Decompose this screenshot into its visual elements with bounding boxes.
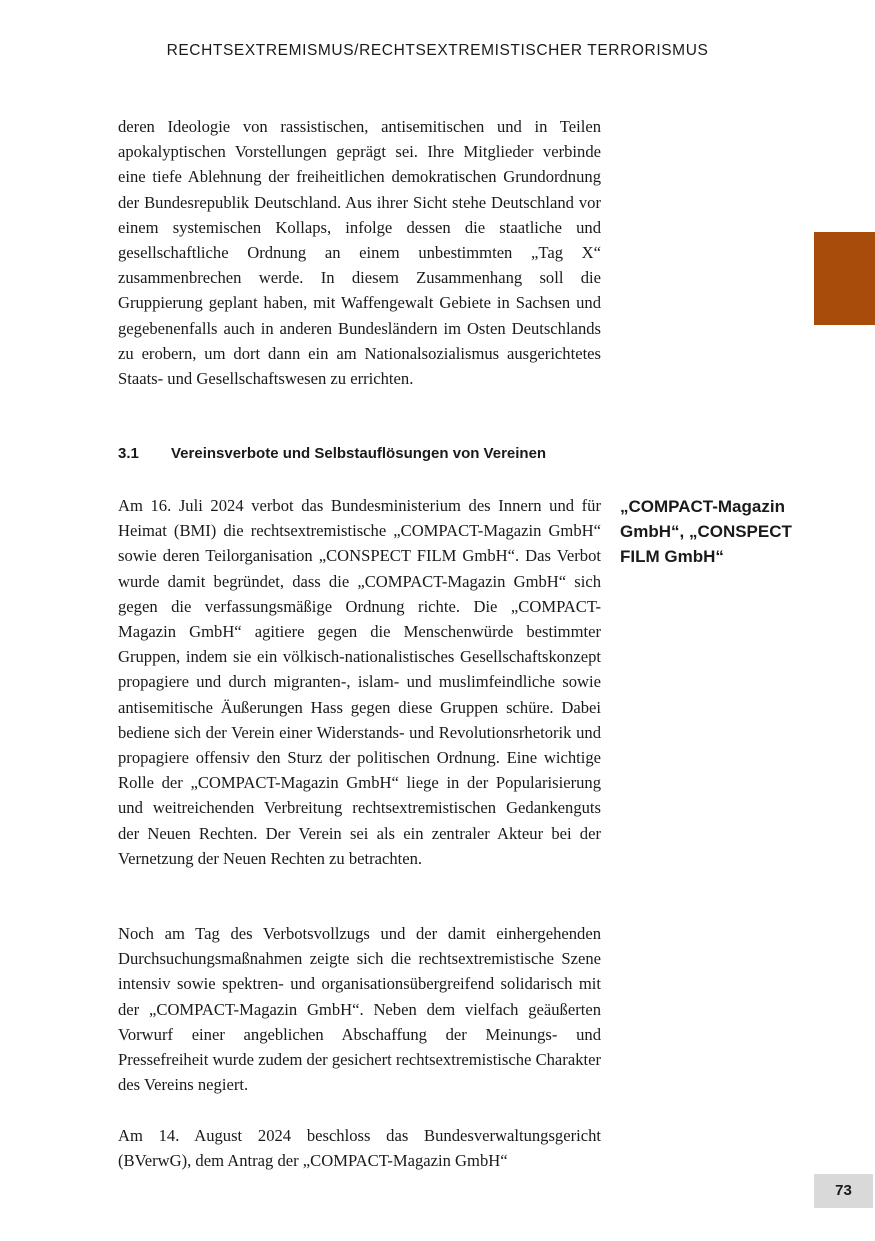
section-number: 3.1: [118, 445, 139, 462]
page-number: 73: [814, 1174, 873, 1208]
paragraph-intro: deren Ideologie von rassistischen, antisemitischen und in Teilen apokalyptischen Vorstellungen geprägt sei. Ihre Mitglieder verbinde eine tiefe Ablehnung der freiheitlichen demokratischen Grundordnung der Bundesrepublik Deutschland. Aus ihrer Sicht stehe Deutschland vor einem systemischen Kollaps, infolge dessen die staatliche und gesellschaftliche Ordnung an einem unbestimmten „Tag X“ zusammenbrechen werde. In diesem Zusammenhang soll die Gruppierung geplant haben, mit Waffengewalt Gebiete in Sachsen und gegebenenfalls auch in anderen Bundesländern im Osten Deutschlands zu erobern, um dort dann ein am Nationalsozialismus ausgerichtetes Staats- und Gesellschaftswesen zu errichten.: [118, 117, 601, 389]
section-title: Vereinsverbote und Selbstauflösungen von Vereinen: [171, 445, 547, 462]
section-heading: [118, 445, 546, 462]
paragraph-verbot: Am 16. Juli 2024 verbot das Bundesministerium des Innern und für Heimat (BMI) die rechtsextremistische „COMPACT-Magazin GmbH“ sowie deren Teilorganisation „CONSPECT FILM GmbH“. Das Verbot wurde damit begründet, dass die „COMPACT-Magazin GmbH“ sich gegen die verfassungsmäßige Ordnung richte. Die „COMPACT-Magazin GmbH“ agitiere gegen die Menschenwürde bestimmter Gruppen, indem sie ein völkisch-nationalistisches Gesellschaftskonzept propagiere und durch migranten-, islam- und muslimfeindliche sowie antisemitische Äußerungen Hass gegen diese Gruppen schüre. Dabei bediene sich der Verein einer Widerstands- und Revolutionsrhetorik und propagiere offensiv den Sturz der politischen Ordnung. Eine wichtige Rolle der „COMPACT-Magazin GmbH“ liege in der Popularisierung und weitreichenden Verbreitung rechtsextremistischen Gedankenguts der Neuen Rechten. Der Verein sei als ein zentraler Akteur bei der Vernetzung der Neuen Rechten zu betrachten.: [118, 496, 601, 868]
running-header: RECHTSEXTREMISMUS/RECHTSEXTREMISTISCHER TERRORISMUS: [166, 42, 709, 59]
paragraph-court: Am 14. August 2024 beschloss das Bundesverwaltungsgericht (BVerwG), dem Antrag der „COMPACT-Magazin GmbH“: [118, 1126, 601, 1171]
paragraph-solidarity: Noch am Tag des Verbotsvollzugs und der damit einhergehenden Durchsuchungsmaßnahmen zeigte sich die rechtsextremistische Szene intensiv sowie spektren- und organisationsübergreifend solidarisch mit der „COMPACT-Magazin GmbH“. Neben dem vielfach geäußerten Vorwurf einer angeblichen Abschaffung der Meinungs- und Pressefreiheit wurde zudem der gesichert rechtsextremistische Charakter des Vereins negiert.: [118, 924, 601, 1095]
margin-note: „COMPACT-Magazin GmbH“, „CONSPECT FILM GmbH“: [620, 497, 792, 566]
chapter-tab-marker: [814, 232, 875, 325]
